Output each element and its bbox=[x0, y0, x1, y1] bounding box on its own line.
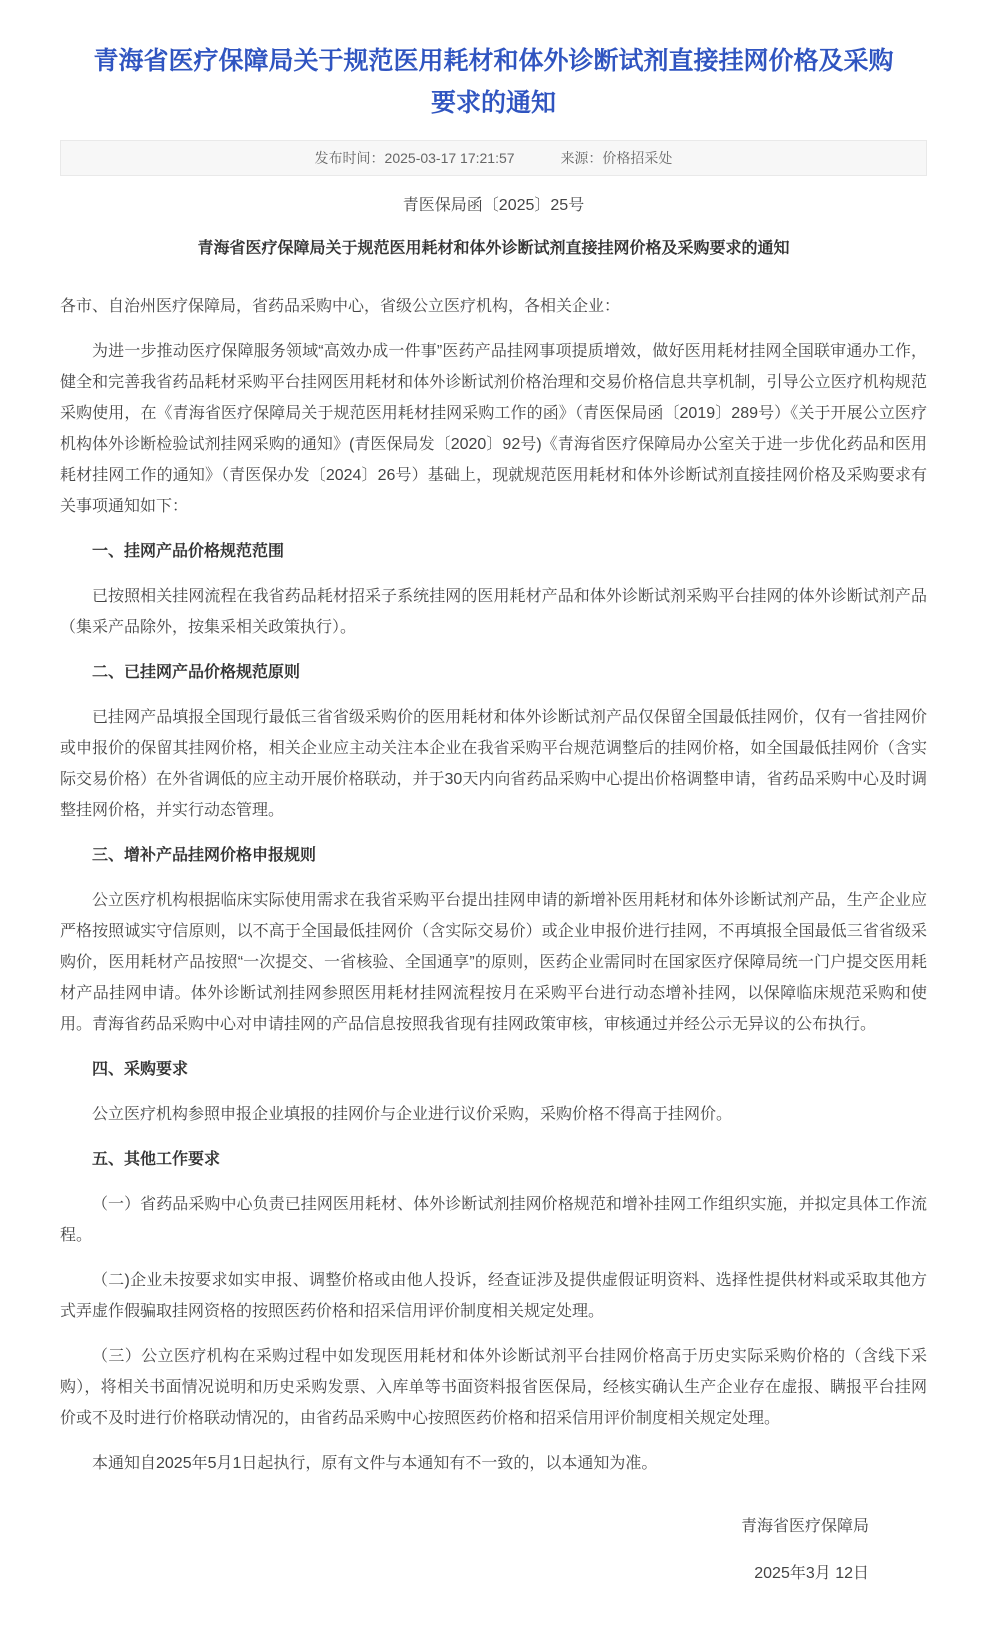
meta-bar bbox=[60, 140, 927, 176]
section-3-paragraph: 公立医疗机构根据临床实际使用需求在我省采购平台提出挂网申请的新增补医用耗材和体外诊断试剂产品，生产企业应严格按照诚实守信原则，以不高于全国最低挂网价（含实际交易价）或企业申报价进行挂网，不再填报全国最低三省省级采购价，医用耗材产品按照“一次提交、一省核验、全国通享”的原则，医药企业需同时在国家医疗保障局统一门户提交医用耗材产品挂网申请。体外诊断试剂挂网参照医用耗材挂网流程按月在采购平台进行动态增补挂网，以保障临床规范采购和使用。青海省药品采购中心对申请挂网的产品信息按照我省现有挂网政策审核，审核通过并经公示无异议的公布执行。 bbox=[60, 892, 927, 1033]
document-body bbox=[60, 190, 927, 1589]
issuing-authority: 青海省医疗保障局 bbox=[740, 1518, 869, 1535]
section-heading-4: 四、采购要求 bbox=[92, 1061, 189, 1078]
section-heading-5: 五、其他工作要求 bbox=[92, 1151, 221, 1168]
source-department: 来源：价格招采处 bbox=[560, 150, 673, 166]
section-heading-3: 三、增补产品挂网价格申报规则 bbox=[92, 847, 317, 864]
section-4-paragraph: 公立医疗机构参照申报企业填报的挂网价与企业进行议价采购，采购价格不得高于挂网价。 bbox=[92, 1106, 733, 1123]
issue-date: 2025年3月 12日 bbox=[754, 1565, 869, 1582]
section-2-paragraph: 已挂网产品填报全国现行最低三省省级采购价的医用耗材和体外诊断试剂产品仅保留全国最低挂网价，仅有一省挂网价或申报价的保留其挂网价格，相关企业应主动关注本企业在我省采购平台规范调整后的挂网价格，如全国最低挂网价（含实际交易价格）在外省调低的应主动开展价格联动，并于30天内向省药品采购中心提出价格调整申请，省药品采购中心及时调整挂网价格，并实行动态管理。 bbox=[60, 709, 927, 819]
section-5-paragraph-3: （三）公立医疗机构在采购过程中如发现医用耗材和体外诊断试剂平台挂网价格高于历史实际采购价格的（含线下采购），将相关书面情况说明和历史采购发票、入库单等书面资料报省医保局，经核实确认生产企业存在虚报、瞒报平台挂网价或不及时进行价格联动情况的，由省药品采购中心按照医药价格和招采信用评价制度相关规定处理。 bbox=[60, 1348, 927, 1427]
page-title: 青海省医疗保障局关于规范医用耗材和体外诊断试剂直接挂网价格及采购要求的通知 bbox=[93, 47, 894, 117]
intro-paragraph: 为进一步推动医疗保障服务领域“高效办成一件事”医药产品挂网事项提质增效，做好医用耗材挂网全国联审通办工作，健全和完善我省药品耗材采购平台挂网医用耗材和体外诊断试剂价格治理和交易价格信息共享机制，引导公立医疗机构规范采购使用，在《青海省医疗保障局关于规范医用耗材挂网采购工作的函》（青医保局函〔2019〕289号）《关于开展公立医疗机构体外诊断检验试剂挂网采购的通知》(青医保局发〔2020〕92号)《青海省医疗保障局办公室关于进一步优化药品和医用耗材挂网工作的通知》（青医保办发〔2024〕26号）基础上，现就规范医用耗材和体外诊断试剂直接挂网价格及采购要求有关事项通知如下： bbox=[60, 343, 927, 515]
document-subtitle: 青海省医疗保障局关于规范医用耗材和体外诊断试剂直接挂网价格及采购要求的通知 bbox=[197, 240, 790, 257]
document-number: 青医保局函〔2025〕25号 bbox=[402, 197, 585, 214]
section-5-paragraph-2: （二)企业未按要求如实申报、调整价格或由他人投诉，经查证涉及提供虚假证明资料、选择性提供材料或采取其他方式弄虚作假骗取挂网资格的按照医药价格和招采信用评价制度相关规定处理。 bbox=[60, 1272, 927, 1320]
salutation-line: 各市、自治州医疗保障局，省药品采购中心，省级公立医疗机构，各相关企业： bbox=[60, 298, 621, 315]
section-heading-2: 二、已挂网产品价格规范原则 bbox=[92, 664, 301, 681]
section-heading-1: 一、挂网产品价格规范范围 bbox=[92, 543, 285, 560]
closing-paragraph: 本通知自2025年5月1日起执行，原有文件与本通知有不一致的，以本通知为准。 bbox=[92, 1455, 658, 1472]
section-5-paragraph-1: （一）省药品采购中心负责已挂网医用耗材、体外诊断试剂挂网价格规范和增补挂网工作组织实施，并拟定具体工作流程。 bbox=[60, 1196, 927, 1244]
section-1-paragraph: 已按照相关挂网流程在我省药品耗材招采子系统挂网的医用耗材产品和体外诊断试剂采购平台挂网的体外诊断试剂产品（集采产品除外，按集采相关政策执行）。 bbox=[60, 588, 927, 636]
publish-time: 发布时间：2025-03-17 17:21:57 bbox=[314, 150, 515, 166]
